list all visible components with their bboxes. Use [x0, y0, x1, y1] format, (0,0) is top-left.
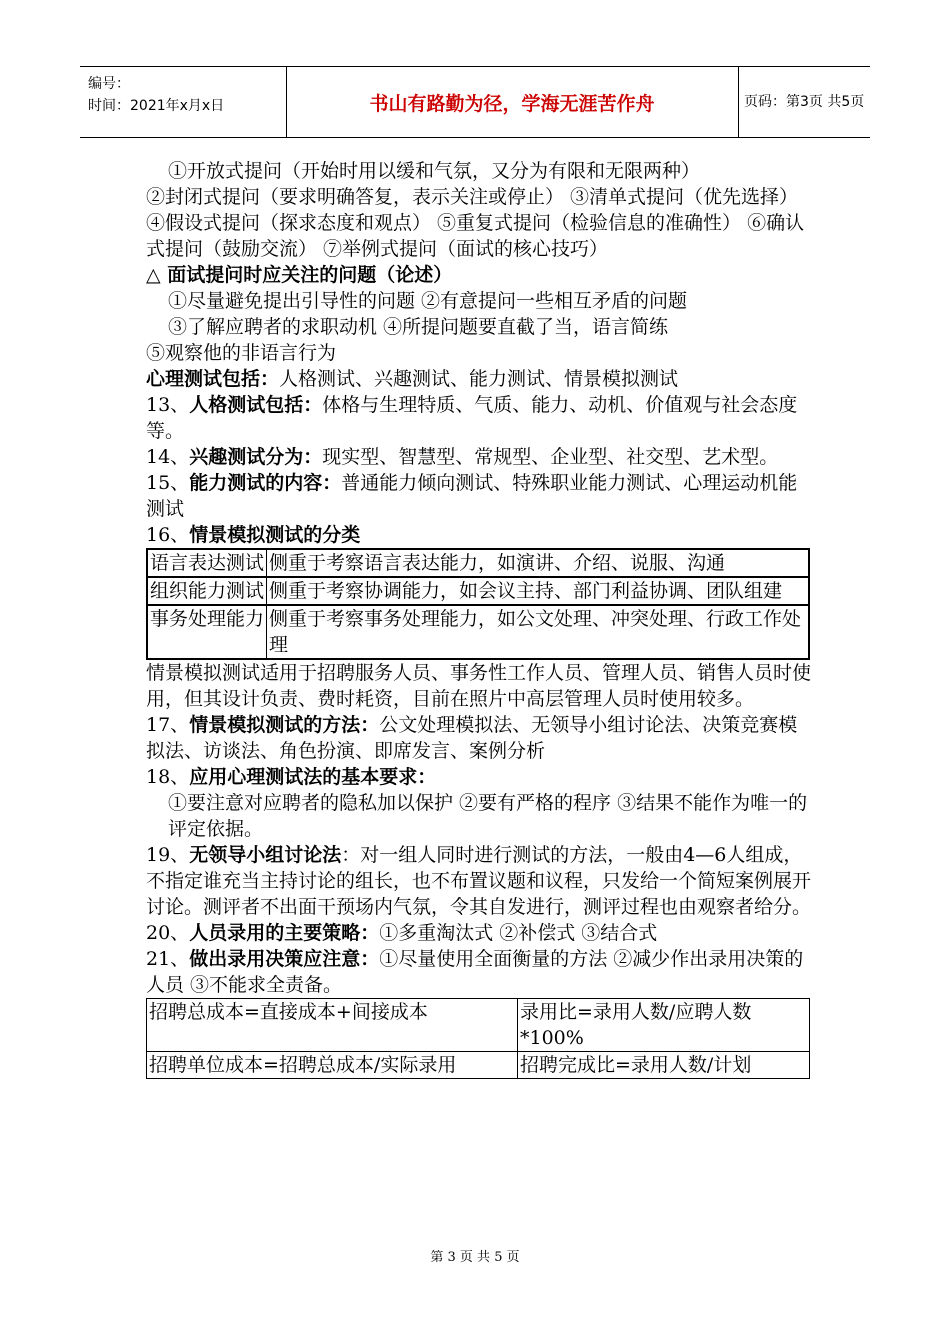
focus-line: ①尽量避免提出引导性的问题 ②有意提问一些相互矛盾的问题	[168, 290, 688, 312]
requirements: ①要注意对应聘者的隐私加以保护 ②要有严格的程序 ③结果不能作为唯一的评定依据。	[168, 792, 808, 840]
item-15: 15、能力测试的内容：普通能力倾向测试、特殊职业能力测试、心理运动机能测试	[146, 472, 798, 520]
scenario-test-table	[146, 548, 810, 660]
section-heading	[146, 262, 812, 288]
item-13: 13、人格测试包括：体格与生理特质、气质、能力、动机、价值观与社会态度等。	[146, 394, 798, 442]
header-page-info: 页码：第3页 共5页	[744, 94, 865, 110]
table-cell: 招聘完成比=录用人数/计划	[518, 1052, 810, 1079]
item-18: 18、应用心理测试法的基本要求：	[146, 766, 437, 788]
table-cell: 侧重于考察协调能力，如会议主持、部门利益协调、团队组建	[267, 577, 810, 605]
table-cell: 录用比=录用人数/应聘人数*100%	[518, 999, 810, 1052]
item-19: 19、无领导小组讨论法：对一组人同时进行测试的方法，一般由4—6人组成，不指定谁充当主持讨论的组长，也不布置议题和议程，只发给一个简短案例展开讨论。测评者不出面干预场内气氛，令其自发进行，测评过程也由观察者给分。	[146, 844, 812, 918]
focus-line: ③了解应聘者的求职动机 ④所提问题要直截了当，语言简练	[168, 316, 669, 338]
focus-heading: △ 面试提问时应关注的问题（论述）	[146, 264, 453, 286]
table-cell: 招聘单位成本=招聘总成本/实际录用	[147, 1052, 518, 1079]
table-row	[147, 999, 810, 1052]
item-21: 21、做出录用决策应注意：①尽量使用全面衡量的方法 ②减少作出录用决策的人员 ③不能求全责备。	[146, 948, 804, 996]
document-body	[146, 158, 812, 1079]
table-row	[147, 577, 809, 605]
psych-tests: 心理测试包括：人格测试、兴趣测试、能力测试、情景模拟测试	[146, 368, 679, 390]
recruitment-formula-table	[146, 998, 810, 1079]
table-row	[147, 1052, 810, 1079]
header-meta	[88, 73, 286, 117]
item-20: 20、人员录用的主要策略：①多重淘汰式 ②补偿式 ③结合式	[146, 922, 658, 944]
focus-line: ⑤观察他的非语言行为	[146, 342, 337, 364]
scenario-note: 情景模拟测试适用于招聘服务人员、事务性工作人员、管理人员、销售人员时使用，但其设计负责、费时耗资，目前在照片中高层管理人员时使用较多。	[146, 662, 812, 710]
number-label: 编号：	[88, 76, 130, 92]
item-17: 17、情景模拟测试的方法：公文处理模拟法、无领导小组讨论法、决策竞赛模拟法、访谈法、角色扮演、即席发言、案例分析	[146, 714, 798, 762]
table-cell: 侧重于考察语言表达能力，如演讲、介绍、说服、沟通	[267, 549, 810, 577]
question-type-line: ①开放式提问（开始时用以缓和气氛，又分为有限和无限两种）	[168, 160, 701, 182]
table-row	[147, 605, 809, 659]
table-cell: 事务处理能力	[147, 605, 267, 659]
header-divider	[738, 67, 739, 137]
item-16: 16、情景模拟测试的分类	[146, 524, 361, 546]
item-14: 14、兴趣测试分为：现实型、智慧型、常规型、企业型、社交型、艺术型。	[146, 446, 779, 468]
table-cell: 语言表达测试	[147, 549, 267, 577]
header-motto: 书山有路勤为径，学海无涯苦作舟	[369, 93, 655, 115]
time-label: 时间：2021年x月x日	[88, 98, 225, 114]
table-cell: 组织能力测试	[147, 577, 267, 605]
table-cell: 招聘总成本=直接成本+间接成本	[147, 999, 518, 1052]
table-row	[147, 549, 809, 577]
question-type-paragraph: ②封闭式提问（要求明确答复，表示关注或停止） ③清单式提问（优先选择） ④假设式提问（探求态度和观点） ⑤重复式提问（检验信息的准确性） ⑥确认式提问（鼓励交流） ⑦举例式提问（面试的核心技巧）	[146, 186, 805, 260]
page-footer: 第 3 页 共 5 页	[430, 1250, 520, 1265]
page-header	[80, 66, 870, 138]
table-cell: 侧重于考察事务处理能力，如公文处理、冲突处理、行政工作处理	[267, 605, 810, 659]
